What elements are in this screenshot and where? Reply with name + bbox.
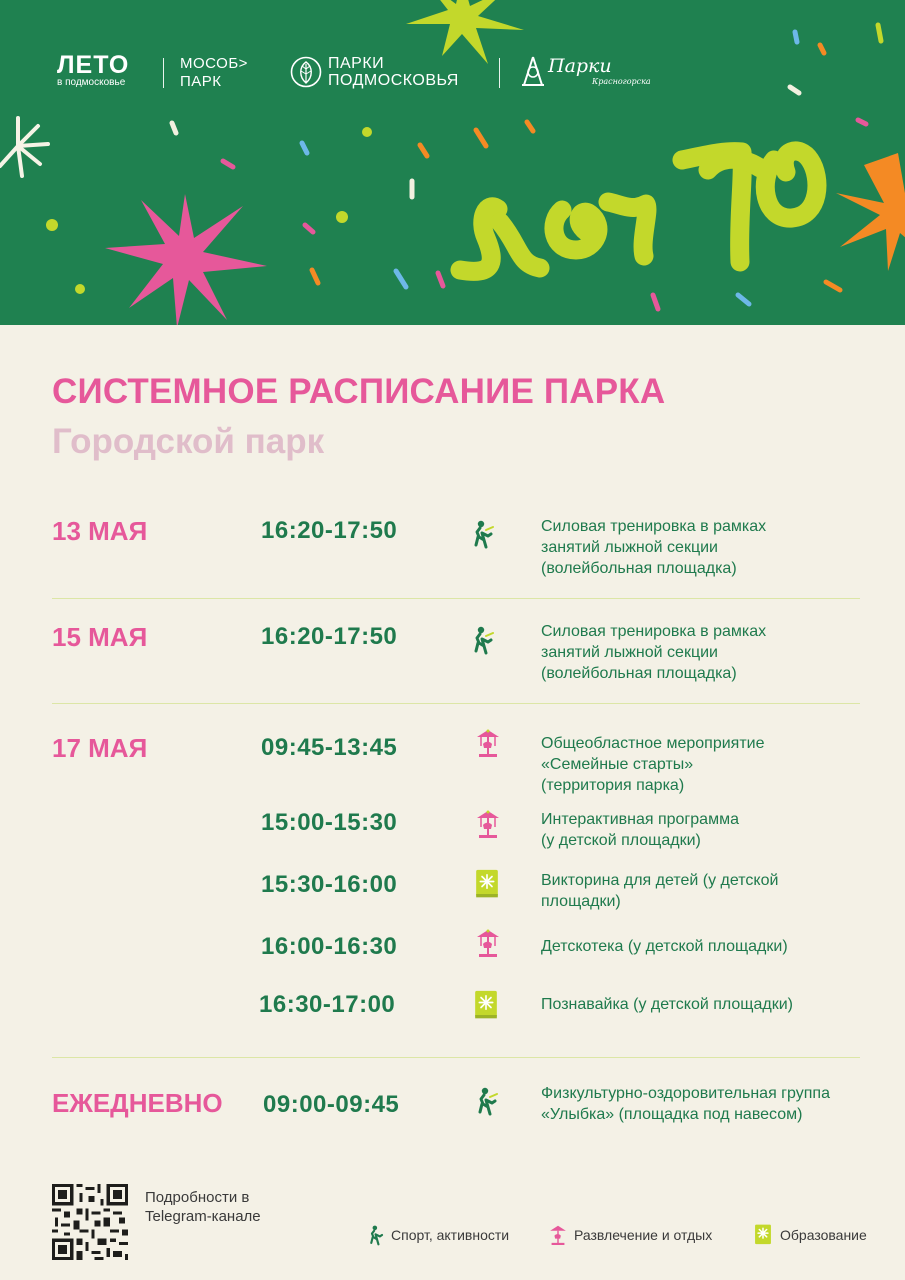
education-book-icon — [473, 869, 501, 899]
schedule-description: Силовая тренировка в рамках занятий лыжной секции (волейбольная площадка) — [541, 518, 767, 577]
education-book-icon — [753, 1224, 773, 1246]
row-divider — [52, 1057, 860, 1058]
schedule-description: Общеобластное мероприятие «Семейные старты» (территория парка) — [541, 735, 765, 794]
logo-leto-v-podmoskovie[interactable]: ЛЕТО в подмосковье — [57, 51, 130, 88]
header-banner — [0, 0, 905, 325]
schedule-time: 16:20-17:50 — [261, 623, 398, 650]
schedule-time: 15:00-15:30 — [261, 809, 398, 836]
carousel-icon — [474, 928, 502, 958]
leaf-icon — [290, 56, 322, 88]
schedule-description: Интерактивная программа (у детской площадки) — [541, 811, 739, 849]
sport-icon — [367, 1224, 387, 1246]
qr-caption: Подробности в Telegram-канале — [145, 1189, 261, 1225]
schedule-date: 13 МАЯ — [52, 516, 148, 546]
education-book-icon — [472, 990, 500, 1020]
page-title: СИСТЕМНОЕ РАСПИСАНИЕ ПАРКА — [52, 372, 666, 411]
sport-icon — [470, 519, 498, 549]
schedule-time: 16:30-17:00 — [259, 991, 396, 1018]
telegram-qr-code[interactable] — [52, 1184, 128, 1260]
logo-mosobpark[interactable]: МОСОБ> ПАРК — [180, 55, 248, 90]
schedule-date: 15 МАЯ — [52, 622, 148, 652]
row-divider — [52, 703, 860, 704]
schedule-date: 17 МАЯ — [52, 733, 148, 763]
carousel-icon — [548, 1224, 568, 1246]
logo-divider — [499, 58, 500, 88]
legend-label: Спорт, активности — [391, 1227, 510, 1243]
legend-label: Развлечение и отдых — [574, 1227, 713, 1243]
schedule-description: Детскотека (у детской площадки) — [541, 938, 788, 955]
schedule-date: ЕЖЕДНЕВНО — [52, 1088, 223, 1118]
schedule-description: Физкультурно-оздоровительная группа «Улыбка» (площадка под навесом) — [541, 1085, 830, 1123]
row-divider — [52, 598, 860, 599]
schedule-time: 16:00-16:30 — [261, 933, 398, 960]
park-name-subtitle: Городской парк — [52, 422, 325, 461]
schedule-description: Познавайка (у детской площадки) — [541, 996, 793, 1013]
schedule-time: 09:00-09:45 — [263, 1091, 400, 1118]
schedule-description: Викторина для детей (у детской площадки) — [541, 872, 779, 910]
schedule-time: 15:30-16:00 — [261, 871, 398, 898]
schedule-description: Силовая тренировка в рамках занятий лыжной секции (волейбольная площадка) — [541, 623, 767, 682]
sport-icon — [474, 1086, 502, 1116]
sport-icon — [470, 625, 498, 655]
schedule-time: 09:45-13:45 — [261, 734, 398, 761]
logo-parki-krasnogorska[interactable]: Парки Красногорска — [520, 53, 660, 93]
carousel-icon — [474, 728, 502, 758]
logo-divider — [163, 58, 164, 88]
park-emblem-icon — [520, 55, 546, 89]
legend-label: Образование — [780, 1227, 867, 1243]
partner-logos: ЛЕТО в подмосковье МОСОБ> ПАРК ПАРКИ ПОДМОСКОВЬЯ Парки Красногорска — [52, 52, 905, 92]
festive-decoration — [0, 0, 905, 325]
schedule-time: 16:20-17:50 — [261, 517, 398, 544]
carousel-icon — [474, 809, 502, 839]
